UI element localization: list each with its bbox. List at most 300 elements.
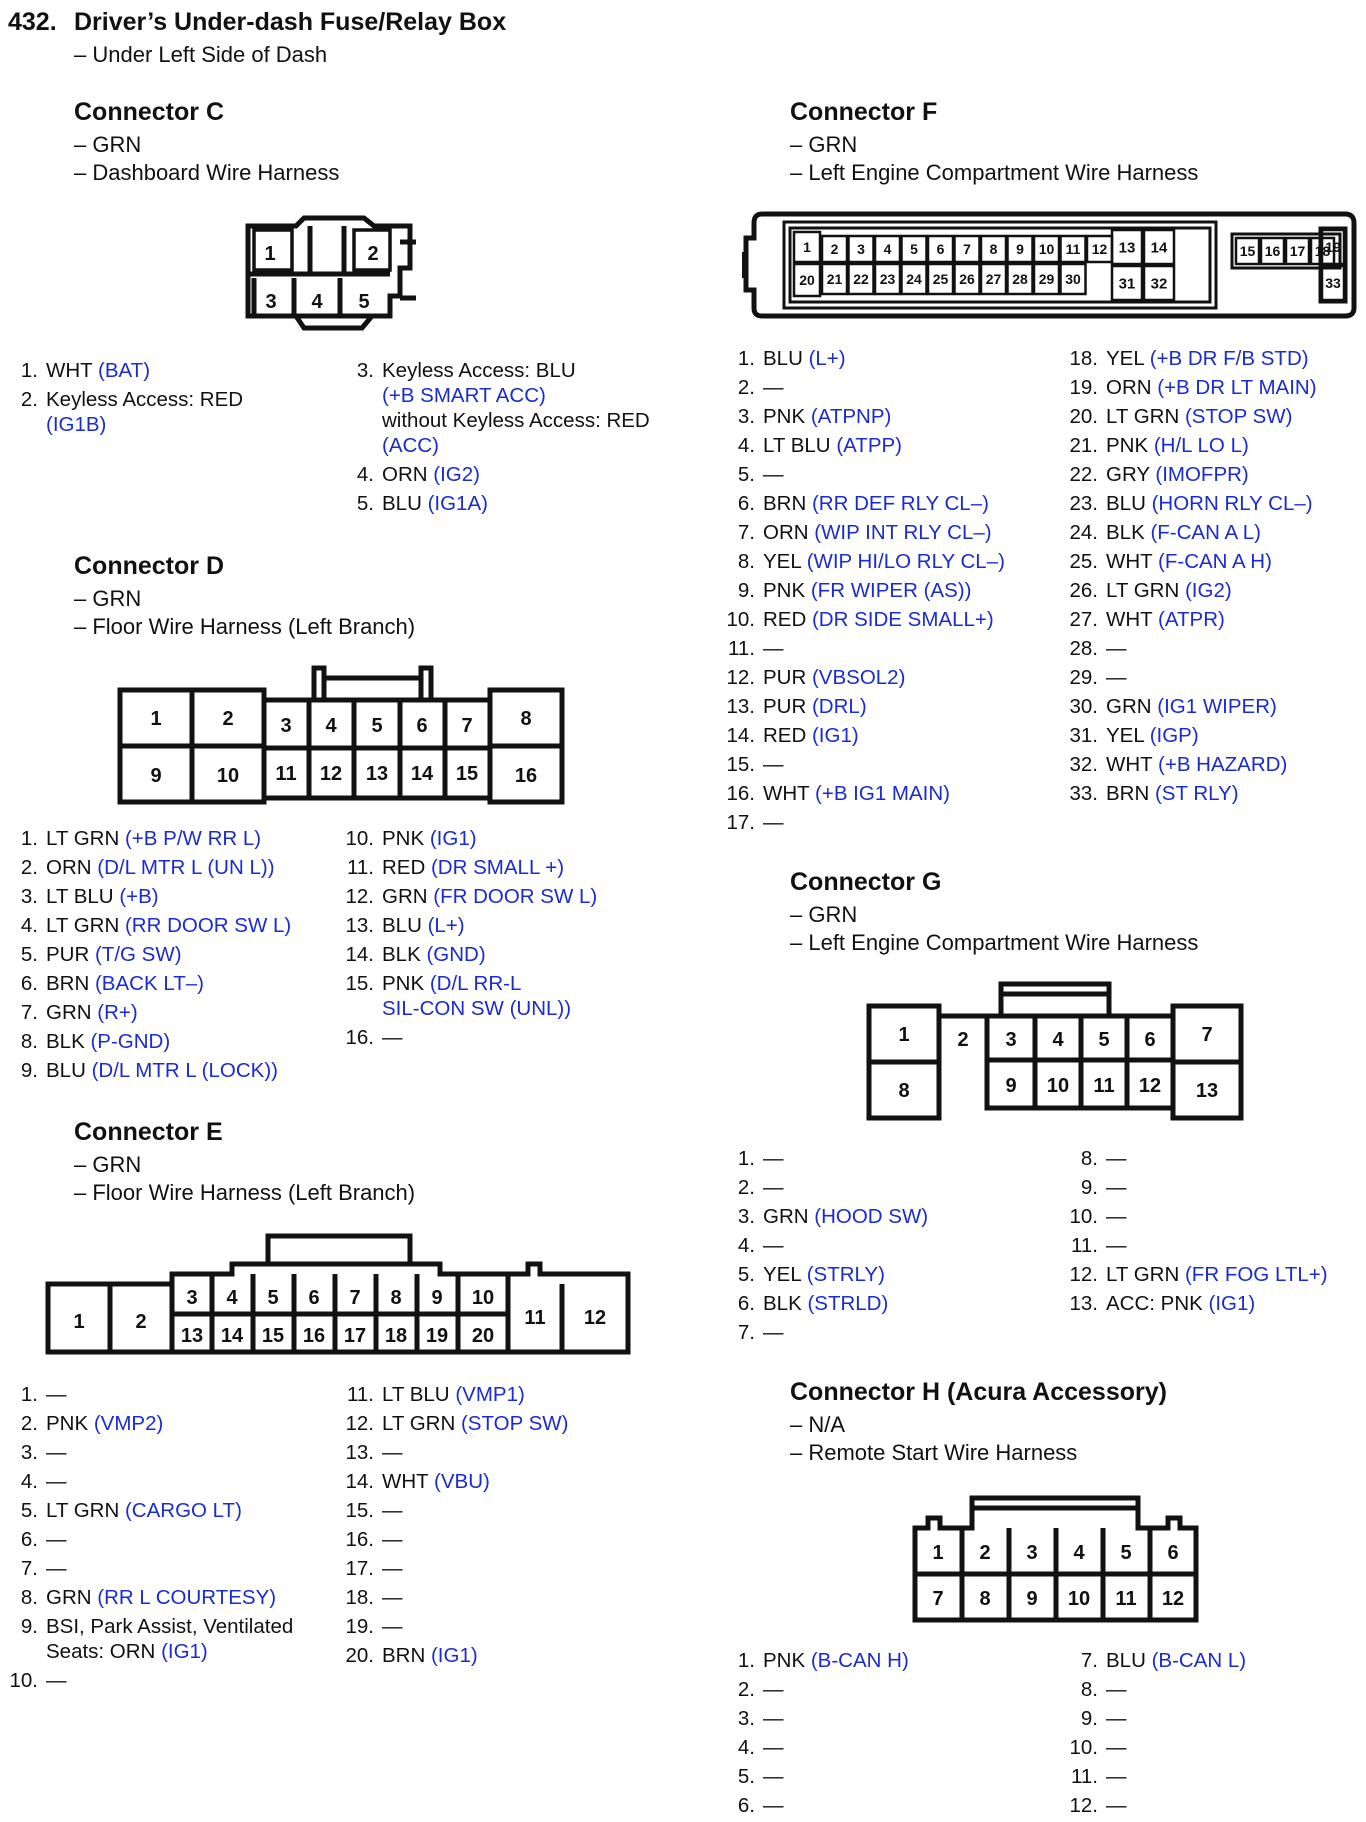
wire-color: ORN [382,463,434,486]
connector-f-pin: 29 [1038,271,1055,288]
pin-assignment [1064,344,1309,373]
signal-name: (IG1) [430,1644,478,1667]
pin-number: 5. [20,943,38,966]
pin-number: 21. [1069,434,1098,457]
pin-assignment [721,402,891,431]
connector-e-pin: 4 [226,1287,238,1309]
signal-name: (T/G SW) [94,943,182,966]
wire-color: YEL [1106,347,1150,370]
signal-name: (IGP) [1149,724,1199,747]
wire-color: PNK [382,827,430,850]
pin-number: 22. [1069,463,1098,486]
pin-assignment [721,576,971,605]
signal-name: (IG2) [1184,579,1232,602]
wire-color: BLU [382,492,428,515]
wire-color: GRN [763,1205,815,1228]
connector-h-pin: 2 [979,1542,991,1564]
pin-number: 13. [345,1441,374,1464]
connector-f-pin: 32 [1150,275,1168,293]
pin-assignment [1064,460,1249,489]
wire-color: — [1106,1176,1127,1199]
signal-name: (D/L MTR L (LOCK)) [91,1059,278,1082]
connector-h-pin: 8 [979,1588,991,1610]
wire-color: BLK [763,1292,808,1315]
pin-number: 1. [20,827,38,850]
connector-h-pin: 6 [1167,1542,1179,1564]
connector-e-pin: 5 [267,1287,279,1309]
pin-number: 8. [1080,1678,1098,1701]
wire-color: — [763,1321,784,1344]
wire-color: — [382,1557,403,1580]
pin-number: 13. [345,914,374,937]
connector-e-pin: 20 [471,1325,495,1347]
connector-g-pin: 5 [1098,1029,1110,1051]
signal-name: (L+) [808,347,846,370]
connector-f-pin: 1 [803,239,811,256]
signal-name: (VBSOL2) [811,666,906,689]
pin-number: 4. [20,1470,38,1493]
pin-assignment [721,1704,784,1733]
connector-d-harness: – Floor Wire Harness (Left Branch) [74,614,416,639]
wire-color: LT GRN [46,827,125,850]
wire-color: — [382,1586,403,1609]
pin-assignment [4,824,261,853]
wire-color: — [46,1528,67,1551]
connector-h-pin: 4 [1073,1542,1085,1564]
wire-color: YEL [763,1263,807,1286]
pin-number: 29. [1069,666,1098,689]
connector-e-pin: 12 [583,1307,607,1329]
wire-color: GRN [1106,695,1158,718]
signal-name: (VBU) [434,1470,490,1493]
page-title: Driver’s Under-dash Fuse/Relay Box [74,8,507,36]
signal-name: (F-CAN A L) [1150,521,1261,544]
pin-number: 9. [1080,1707,1098,1730]
connector-h-pin: 3 [1026,1542,1038,1564]
wire-color: — [382,1615,403,1638]
pin-number: 2. [737,376,755,399]
signal-name: (FR FOG LTL+) [1184,1263,1328,1286]
wire-color: PUR [763,695,812,718]
pin-number: 5. [737,1263,755,1286]
connector-h-diagram [910,1488,1210,1626]
pin-assignment [1064,605,1225,634]
connector-e-title: Connector E [74,1118,223,1146]
pin-assignment [4,1380,67,1409]
wire-color: WHT [1106,550,1159,573]
pin-number: 2. [737,1678,755,1701]
signal-name: (WIP HI/LO RLY CL–) [806,550,1005,573]
pin-assignment [721,779,950,808]
pin-number: 7. [737,1321,755,1344]
connector-f-pin: 6 [936,241,945,258]
pin-number: 10. [1069,1205,1098,1228]
connector-d-pin: 11 [275,763,297,785]
signal-name: (RR L COURTESY) [97,1586,277,1609]
pin-number: 3. [356,359,374,382]
wire-color: LT GRN [46,1499,125,1522]
pin-assignment [1064,518,1261,547]
wire-color: LT BLU [46,885,120,908]
connector-d-pin: 8 [520,708,532,730]
pin-number: 7. [737,521,755,544]
pin-number: 4. [20,914,38,937]
pin-assignment [340,1409,568,1438]
wire-color: — [46,1557,67,1580]
signal-name: (GND) [426,943,486,966]
pin-assignment [1064,1646,1246,1675]
connector-f-pin: 18 [1314,243,1331,260]
pin-number: 27. [1069,608,1098,631]
wire-color: BRN [46,972,95,995]
connector-h-harness: – Remote Start Wire Harness [790,1440,1078,1465]
signal-name: (ACC) [382,434,439,457]
connector-g-pin: 3 [1005,1029,1017,1051]
pin-number: 13. [726,695,755,718]
pin-number: 10. [345,827,374,850]
connector-e-pin: 13 [180,1325,204,1347]
signal-name: (+B DR F/B STD) [1149,347,1309,370]
pin-assignment [721,1646,909,1675]
pin-assignment [721,605,994,634]
wire-color: — [763,1707,784,1730]
pin-number: 33. [1069,782,1098,805]
signal-name: (+B HAZARD) [1158,753,1288,776]
connector-e-pin: 16 [302,1325,326,1347]
pin-number: 15. [345,972,374,995]
connector-g-pin: 9 [1005,1075,1017,1097]
signal-name: (L+) [427,914,465,937]
connector-f-pin: 3 [857,241,865,258]
pin-assignment [340,882,597,911]
connector-g-title: Connector G [790,868,942,896]
connector-h-pin: 10 [1067,1588,1091,1610]
pin-assignment [1064,721,1199,750]
pin-number: 19. [345,1615,374,1638]
connector-f-pin: 4 [883,241,892,258]
signal-name: (ST RLY) [1154,782,1239,805]
pin-assignment [340,994,571,1023]
wire-color: — [1106,1707,1127,1730]
connector-f-pin: 15 [1239,243,1256,260]
connector-d-pin: 3 [280,715,292,737]
signal-name: (IG1 WIPER) [1157,695,1277,718]
wire-color: BLU [763,347,809,370]
pin-number: 19. [1069,376,1098,399]
connector-d-pin: 1 [150,708,162,730]
signal-name: (STOP SW) [460,1412,569,1435]
connector-f-pin: 26 [959,271,975,288]
pin-number: 11. [1071,1765,1098,1788]
connector-d-diagram [115,660,565,810]
wire-color: LT BLU [382,1383,456,1406]
pin-assignment [340,1525,403,1554]
connector-f-pin: 14 [1150,239,1168,257]
pin-assignment [721,547,1005,576]
connector-g-pin: 12 [1138,1075,1162,1097]
wire-color: — [763,753,784,776]
connector-f-pin: 24 [906,271,922,288]
wire-color: — [763,1147,784,1170]
pin-number: 6. [20,1528,38,1551]
connector-d-pin: 16 [514,765,538,787]
pin-assignment [721,460,784,489]
connector-h-title: Connector H (Acura Accessory) [790,1378,1167,1406]
wire-color: — [1106,1765,1127,1788]
connector-f-pin: 22 [853,271,869,288]
wire-color: YEL [763,550,807,573]
pin-number: 9. [20,1615,38,1638]
connector-f-pin: 21 [826,271,843,288]
wire-color: ORN [763,521,815,544]
wire-color: RED [763,724,812,747]
pin-assignment [4,1525,67,1554]
pin-assignment [4,1666,67,1695]
pin-assignment [1064,779,1239,808]
pin-number: 30. [1069,695,1098,718]
connector-f-pin: 17 [1289,243,1306,260]
signal-name: (IG1) [429,827,477,850]
connector-g-pin: 11 [1093,1075,1115,1097]
connector-f-pin: 7 [963,241,971,258]
pin-assignment [1064,1791,1127,1820]
connector-f-pin: 33 [1325,275,1341,292]
connector-f-color: – GRN [790,132,858,157]
pin-number: 3. [737,1205,755,1228]
connector-e-harness: – Floor Wire Harness (Left Branch) [74,1180,416,1205]
pin-number: 6. [737,1292,755,1315]
pin-assignment [1064,373,1317,402]
signal-name: (FR WIPER (AS)) [810,579,972,602]
pin-assignment [721,344,846,373]
connector-e-pin: 19 [425,1325,449,1347]
pin-number: 11. [347,1383,374,1406]
pin-assignment [340,1438,403,1467]
wire-color: — [1106,1736,1127,1759]
pin-number: 6. [737,1794,755,1817]
pin-assignment [340,911,465,940]
pin-assignment [340,1612,403,1641]
wire-color: GRN [46,1001,98,1024]
wire-color: PNK [763,579,811,602]
pin-assignment [721,373,784,402]
wire-color: GRN [46,1586,98,1609]
connector-e-pin: 1 [73,1311,85,1333]
connector-d-pin: 15 [455,763,479,785]
pin-number: 13. [1069,1292,1098,1315]
connector-f-pin: 31 [1118,275,1136,293]
pin-number: 32. [1069,753,1098,776]
wire-color: PNK [1106,434,1154,457]
connector-h-color: – N/A [790,1412,846,1437]
pin-number: 8. [20,1030,38,1053]
signal-name: (DR SMALL +) [430,856,565,879]
signal-name: (IG2) [433,463,480,486]
signal-name: (HORN RLY CL–) [1151,492,1313,515]
wire-color: LT GRN [382,1412,461,1435]
pin-number: 1. [737,1147,755,1170]
wire-color: BLK [382,943,427,966]
pin-assignment [4,969,204,998]
pin-assignment [4,882,159,911]
pin-number: 10. [9,1669,38,1692]
wire-color: — [763,463,784,486]
connector-c-pin: 1 [264,243,276,265]
signal-name: (VMP2) [93,1412,164,1435]
pin-number: 1. [20,1383,38,1406]
pin-assignment [1064,663,1127,692]
wire-color: — [382,1441,403,1464]
connector-e-pin: 11 [524,1307,546,1329]
wire-color: — [1106,1205,1127,1228]
connector-f-title: Connector F [790,98,938,126]
pin-assignment [4,853,275,882]
connector-e-pin: 7 [349,1287,361,1309]
signal-name: (R+) [97,1001,138,1024]
pin-assignment [1064,750,1287,779]
pin-assignment [4,356,150,385]
wire-color: — [1106,1794,1127,1817]
pin-assignment [1064,1260,1328,1289]
pin-number: 6. [737,492,755,515]
pin-number: 9. [20,1059,38,1082]
connector-h-pin: 9 [1026,1588,1038,1610]
signal-name: (+B DR LT MAIN) [1157,376,1317,399]
wire-color: — [1106,666,1127,689]
wire-color: BRN [1106,782,1155,805]
connector-c-pin: 5 [358,291,370,313]
wire-color: Seats: ORN [46,1640,162,1663]
connector-e-pin: 9 [431,1287,443,1309]
wire-color: BSI, Park Assist, Ventilated [46,1615,294,1638]
connector-f-pin: 8 [989,241,998,258]
connector-c-color: – GRN [74,132,142,157]
pin-assignment [4,1438,67,1467]
pin-number: 16. [345,1528,374,1551]
connector-g-diagram [864,978,1244,1126]
pin-assignment [721,1318,784,1347]
pin-assignment [721,692,867,721]
wire-color: — [46,1470,67,1493]
pin-assignment [4,940,182,969]
connector-d-pin: 7 [461,715,473,737]
pin-assignment [721,1231,784,1260]
wire-color: YEL [1106,724,1150,747]
signal-name: (+B) [119,885,159,908]
connector-f-harness: – Left Engine Compartment Wire Harness [790,160,1199,185]
pin-assignment [721,721,859,750]
pin-assignment [1064,1733,1127,1762]
connector-f-pin: 19 [1325,239,1341,256]
connector-f-pin: 16 [1264,243,1281,260]
connector-f-pin: 11 [1065,241,1081,258]
pin-assignment [1064,431,1249,460]
pin-assignment [4,1056,278,1085]
pin-assignment [721,518,992,547]
pin-assignment [4,410,106,439]
wire-color: — [763,1765,784,1788]
pin-assignment [4,1409,163,1438]
pin-assignment [340,1380,525,1409]
connector-e-pin: 3 [186,1287,198,1309]
pin-number: 2. [20,388,38,411]
pin-number: 31. [1069,724,1098,747]
pin-assignment [721,663,905,692]
connector-g-color: – GRN [790,902,858,927]
connector-d-color: – GRN [74,586,142,611]
signal-name: (+B SMART ACC) [382,384,546,407]
pin-assignment [721,634,784,663]
pin-assignment [340,853,564,882]
signal-name: (VMP1) [455,1383,525,1406]
signal-name: (CARGO LT) [124,1499,242,1522]
wire-color: PNK [382,972,430,995]
wire-color: — [46,1669,67,1692]
pin-number: 14. [726,724,755,747]
signal-name: (BACK LT–) [94,972,204,995]
signal-name: (RR DOOR SW L) [124,914,292,937]
signal-name: (STRLY) [806,1263,885,1286]
connector-h-pin: 11 [1115,1588,1137,1610]
pin-assignment [1064,1675,1127,1704]
pin-number: 2. [20,856,38,879]
connector-f-pin: 27 [985,271,1002,288]
pin-number: 4. [737,1234,755,1257]
connector-h-pin: 7 [932,1588,944,1610]
pin-number: 8. [737,550,755,573]
pin-assignment [340,940,486,969]
pin-assignment [4,1637,208,1666]
connector-d-pin: 10 [216,765,240,787]
connector-g-pin: 10 [1046,1075,1070,1097]
pin-number: 12. [345,885,374,908]
wire-color: PNK [763,1649,811,1672]
connector-h-pin: 5 [1120,1542,1132,1564]
wire-color: ACC: PNK [1106,1292,1209,1315]
wire-color: BLU [46,1059,92,1082]
wire-color: LT GRN [1106,1263,1185,1286]
pin-number: 4. [737,1736,755,1759]
pin-number: 5. [737,1765,755,1788]
wire-color: WHT [1106,753,1159,776]
pin-assignment [1064,489,1313,518]
pin-number: 16. [345,1026,374,1049]
pin-number: 1. [737,1649,755,1672]
signal-name: (IG1) [811,724,859,747]
pin-assignment [340,460,480,489]
pin-assignment [340,1583,403,1612]
wire-color: WHT [763,782,816,805]
pin-number: 7. [1080,1649,1098,1672]
connector-f-pin: 23 [879,271,896,288]
pin-assignment [340,1641,478,1670]
connector-f-pin: 10 [1038,241,1055,258]
connector-d-pin: 5 [371,715,383,737]
signal-name: (IG1) [161,1640,208,1663]
wire-color: Keyless Access: RED [46,388,244,411]
wire-color: GRY [1106,463,1156,486]
wire-color: — [763,1736,784,1759]
pin-number: 10. [1069,1736,1098,1759]
pin-assignment [1064,1762,1127,1791]
connector-f-pin: 25 [932,271,949,288]
connector-e-diagram [42,1228,642,1360]
wire-color: — [763,1678,784,1701]
pin-assignment [4,1467,67,1496]
signal-name: (IMOFPR) [1155,463,1249,486]
pin-assignment [721,1791,784,1820]
wire-color: — [763,637,784,660]
